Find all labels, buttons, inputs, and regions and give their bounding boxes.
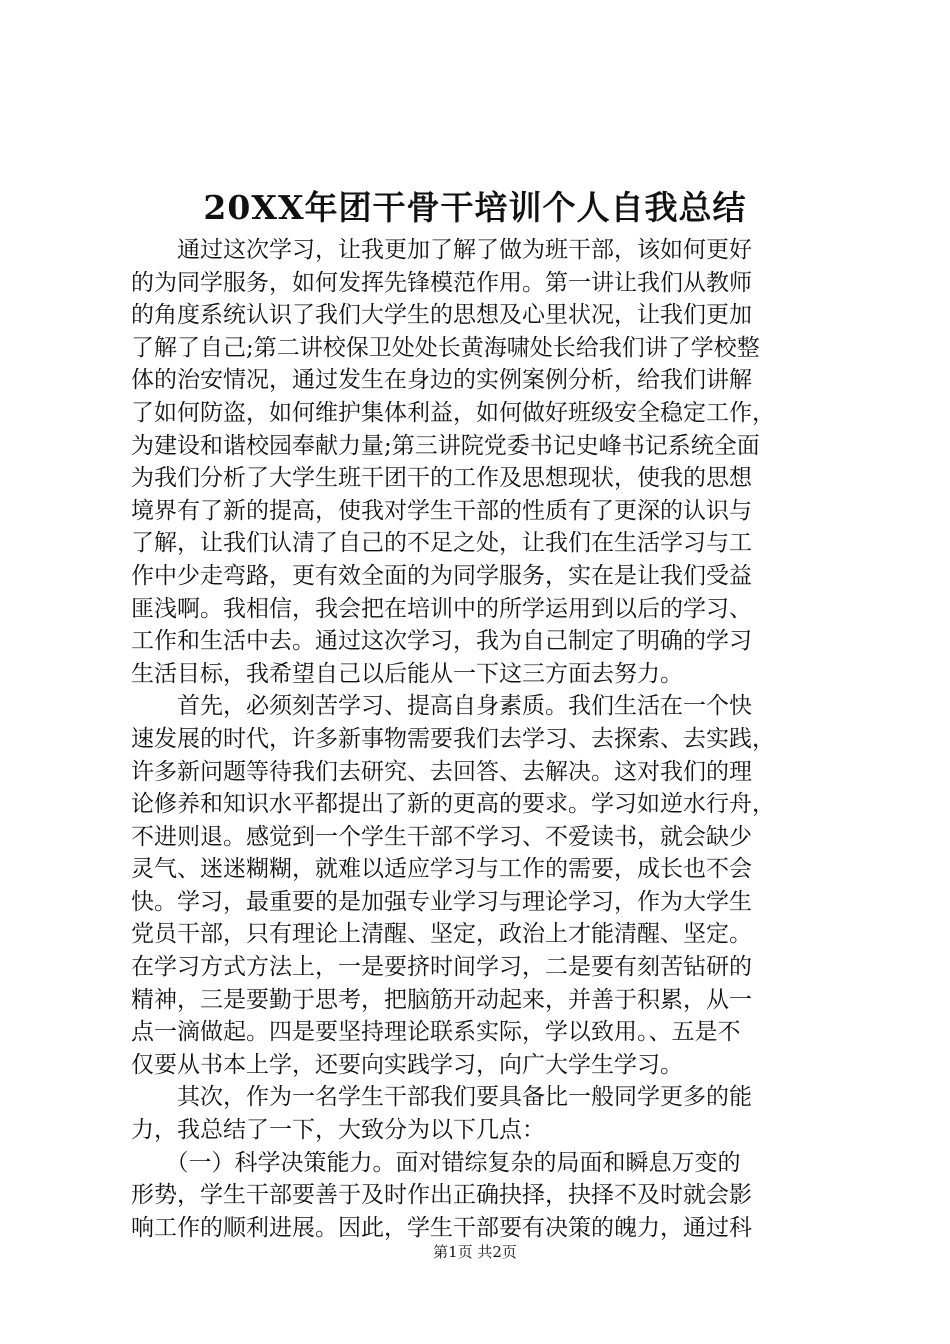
text-line: 精神，三是要勤于思考，把脑筋开动起来，并善于积累，从一	[131, 986, 752, 1013]
text-line: 仅要从书本上学，还要向实践学习，向广大学生学习。	[131, 1051, 683, 1078]
text-line: 党员干部，只有理论上清醒、坚定，政治上才能清醒、坚定。	[131, 921, 752, 948]
text-line: 境界有了新的提高，使我对学生干部的性质有了更深的认识与	[131, 497, 752, 524]
text-line: 的为同学服务，如何发挥先锋模范作用。第一讲让我们从教师	[131, 269, 752, 296]
text-line: 的角度系统认识了我们大学生的思想及心里状况，让我们更加	[131, 302, 752, 329]
text-line: 形势，学生干部要善于及时作出正确抉择，抉择不及时就会影	[131, 1182, 752, 1209]
text-line: 灵气、迷迷糊糊，就难以适应学习与工作的需要，成长也不会	[131, 856, 752, 883]
text-line: 点一滴做起。四是要坚持理论联系实际，学以致用。、五是不	[131, 1019, 741, 1046]
text-line: 为我们分析了大学生班干团干的工作及思想现状，使我的思想	[131, 465, 752, 492]
document-body	[131, 234, 831, 1244]
text-line: 了如何防盗，如何维护集体利益，如何做好班级安全稳定工作，	[131, 399, 775, 426]
text-line: 工作和生活中去。通过这次学习，我为自己制定了明确的学习	[131, 628, 752, 655]
text-line: 通过这次学习，让我更加了解了做为班干部，该如何更好	[131, 237, 752, 263]
text-line: 了解，让我们认清了自己的不足之处，让我们在生活学习与工	[131, 530, 752, 557]
text-line: 速发展的时代，许多新事物需要我们去学习、去探索、去实践，	[131, 725, 775, 752]
page-footer: 第1页 共2页	[433, 1243, 517, 1261]
text-line: 其次，作为一名学生干部我们要具备比一般同学更多的能	[131, 1084, 752, 1111]
text-line: 为建设和谐校园奉献力量;第三讲院党委书记史峰书记系统全面	[131, 432, 760, 459]
text-line: 响工作的顺利进展。因此，学生干部要有决策的魄力，通过科	[131, 1214, 752, 1241]
text-line: 首先，必须刻苦学习、提高自身素质。我们生活在一个快	[131, 693, 752, 720]
text-line: 不进则退。感觉到一个学生干部不学习、不爱读书，就会缺少	[131, 823, 752, 850]
text-line: 在学习方式方法上，一是要挤时间学习，二是要有刻苦钻研的	[131, 954, 752, 981]
text-line: 论修养和知识水平都提出了新的更高的要求。学习如逆水行舟，	[131, 791, 775, 818]
text-line: 快。学习，最重要的是加强专业学习与理论学习，作为大学生	[131, 888, 752, 915]
text-line: 许多新问题等待我们去研究、去回答、去解决。这对我们的理	[131, 758, 752, 785]
document-title: 20XX年团干骨干培训个人自我总结	[203, 188, 747, 227]
text-line: 匪浅啊。我相信，我会把在培训中的所学运用到以后的学习、	[131, 595, 752, 622]
text-line: 作中少走弯路，更有效全面的为同学服务，实在是让我们受益	[131, 562, 752, 589]
text-line: 了解了自己;第二讲校保卫处处长黄海啸处长给我们讲了学校整	[131, 334, 760, 361]
text-line: 体的治安情况，通过发生在身边的实例案例分析，给我们讲解	[131, 367, 752, 394]
text-line: 力，我总结了一下，大致分为以下几点：	[131, 1117, 545, 1144]
text-line: 生活目标，我希望自己以后能从一下这三方面去努力。	[131, 660, 683, 687]
text-line: （一）科学决策能力。面对错综复杂的局面和瞬息万变的	[131, 1149, 741, 1176]
